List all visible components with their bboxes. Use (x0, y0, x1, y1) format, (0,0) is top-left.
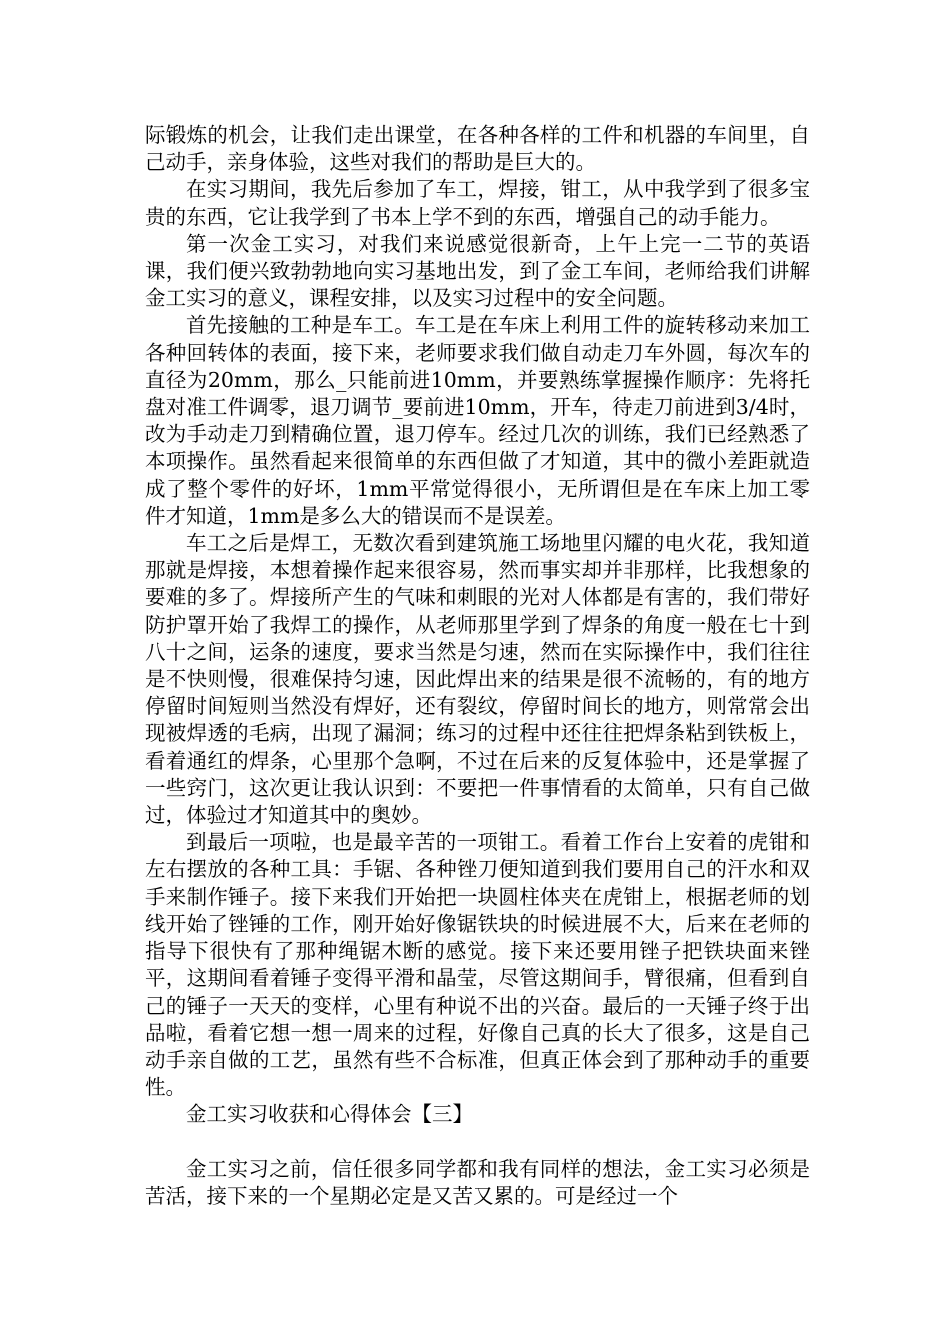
document-page (145, 122, 810, 1210)
paragraph-first-internship: 第一次金工实习，对我们来说感觉很新奇，上午上完一二节的英语课，我们便兴致勃勃地向实习基地出发，到了金工车间，老师给我们讲解金工实习的意义，课程安排，以及实习过程中的安全问题。 (145, 231, 810, 311)
paragraph-continuation: 际锻炼的机会，让我们走出课堂，在各种各样的工件和机器的车间里，自己动手，亲身体验，这些对我们的帮助是巨大的。 (145, 123, 810, 175)
paragraph-turning-work: 首先接触的工种是车工。车工是在车床上利用工件的旋转移动来加工各种回转体的表面，接下来，老师要求我们做自动走刀车外圆，每次车的直径为20mm，那么_只能前进10mm，并要熟练掌握操作顺序：先将托盘对准工件调零，退刀调节_要前进10mm，开车，待走刀前进到3/4时，改为手动走刀到精确位置，退刀停车。经过几次的训练，我们已经熟悉了本项操作。虽然看起来很简单的东西但做了才知道，其中的微小差距就造成了整个零件的好坏，1mm平常觉得很小，无所谓但是在车床上加工零件才知道，1mm是多么大的错误而不是误差。 (145, 313, 810, 528)
paragraph-internship-overview: 在实习期间，我先后参加了车工，焊接，钳工，从中我学到了很多宝贵的东西，它让我学到了书本上学不到的东西，增强自己的动手能力。 (145, 177, 810, 229)
paragraph-fitting-work: 到最后一项啦，也是最辛苦的一项钳工。看着工作台上安着的虎钳和左右摆放的各种工具：手锯、各种锉刀便知道到我们要用自己的汗水和双手来制作锤子。接下来我们开始把一块圆柱体夹在虎钳上，根据老师的划线开始了锉锤的工作，刚开始好像锯铁块的时候进展不大，后来在老师的指导下很快有了那种绳锯木断的感觉。接下来还要用锉子把铁块面来锉平，这期间看着锤子变得平滑和晶莹，尽管这期间手，臂很痛，但看到自己的锤子一天天的变样，心里有种说不出的兴奋。最后的一天锤子终于出品啦，看着它想一想一周来的过程，好像自己真的长大了很多，这是自己动手亲自做的工艺，虽然有些不合标准，但真正体会到了那种动手的重要性。 (145, 830, 810, 1100)
section-heading: 金工实习收获和心得体会【三】 (186, 1102, 473, 1127)
paragraph-final: 金工实习之前，信任很多同学都和我有同样的想法，金工实习必须是苦活，接下来的一个星期必定是又苦又累的。可是经过一个 (145, 1156, 810, 1208)
blank-line (145, 1129, 810, 1156)
paragraph-welding-work: 车工之后是焊工，无数次看到建筑施工场地里闪耀的电火花，我知道那就是焊接，本想着操作起来很容易，然而事实却并非那样，比我想象的要难的多了。焊接所产生的气味和刺眼的光对人体都是有害的，我们带好防护罩开始了我焊工的操作，从老师那里学到了焊条的角度一般在七十到八十之间，运条的速度，要求当然是匀速，然而在实际操作中，我们往往是不快则慢，很难保持匀速，因此焊出来的结果是很不流畅的，有的地方停留时间短则当然没有焊好，还有裂纹，停留时间长的地方，则常常会出现被焊透的毛病，出现了漏洞；练习的过程中还往往把焊条粘到铁板上，看着通红的焊条，心里那个急啊，不过在后来的反复体验中，还是掌握了一些窍门，这次更让我认识到：不要把一件事情看的太简单，只有自己做过，体验过才知道其中的奥妙。 (145, 531, 810, 828)
